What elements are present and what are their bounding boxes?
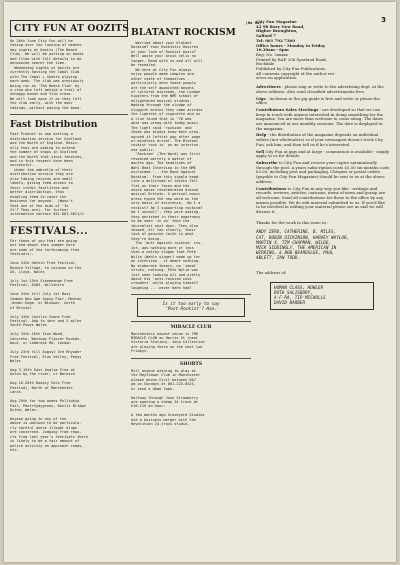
masthead-line: City Fun Magazine [256, 19, 297, 24]
quote-line-2: 'Post-Rockist'? Han. [165, 307, 217, 313]
info-sell: Sell City Fun at gigs and at large - commission is available - simply apply to us for details. [256, 148, 390, 159]
fast-distribution-heading: Fast Distribution [10, 119, 98, 131]
left-column [10, 20, 128, 453]
post-rockist-quote [137, 298, 245, 316]
magazine-page [4, 2, 396, 562]
masthead-line: Office hours - Monday to Friday [256, 42, 326, 48]
masthead-line: 42 9b Bury New Road, [256, 23, 305, 29]
info-subscribe: Subscribe to City Fun and recieve your copies automatically through the post. A years subscription costs £5.50 six months costs £3.00, including post and packaging. Cheques or postal orders (payable to City Fun Magazine) should be sent to us at the above address. [256, 159, 390, 184]
masthead-line: Reg. No. 2xxxxx [256, 51, 288, 57]
miracle-club-body: Manchesters newest venue is THE MIRACLE CLUB on Harris St (near Victoria Station). Jona Collective are playing there on the next two Fridays. [131, 331, 205, 354]
address-text: HUMAN CLASS, HOWLER RUTH SALISBURY, A-F-RA, TIP MICHOLLS DAVID BARBER [274, 285, 326, 306]
festivals-heading: FESTIVALS... [10, 225, 88, 237]
info-contributors: Contributors Sales Meetings - are developed so that we can keep in touch with anyone interested in doing something for the magazine. You are more than welcome to come along. The dates are announced at our monthly sessions. The date is displayed in the magazine. [256, 106, 384, 131]
right-column [256, 20, 390, 310]
masthead [256, 20, 390, 81]
info-help: Help - the distribution of the magazine depends on individual sellers (not wholesalers) so if your newsagent doesn't stock City Fun, ask him, and then tell us if he's interested. [256, 132, 383, 147]
masthead-line: 10.30am - 6pm [256, 47, 289, 53]
masthead-line: Rochdale [256, 61, 275, 67]
divider [131, 294, 251, 295]
credits-handwritten: ANDY ZERO, CATHERINE, B. MILES, CAT, ROBIN DICKINSON, HARVEY NAYLOR, MARTIN X, TIM CHAPMAN, WILDE, MICK SIDDINGLY, THE AMERICAN IN WIRRING, & BOB BEARDSLEE, PAUL ABLETT, IAN TODD. [256, 230, 350, 261]
shorts-heading: SHORTS [179, 361, 203, 367]
divider [131, 321, 251, 322]
rockism-heading: BLATANT ROCKISM [131, 27, 236, 38]
masthead-line: Published by City Fun Publications. [256, 66, 327, 72]
shorts-body: Mill anyone wishing to play at the Mayflower Club in Manchester please phone Cyril between 6&7 pm on Sundays at 061-223-0421, or send a demo tape. Halfway through June Strawberry are opening a cheap 24 track at £10-£15 an hour. A few months ago Graveyard Studios did a business merger with the Revolution 24-track studio. [131, 368, 205, 427]
masthead-line: Higher Broughton, [256, 28, 298, 34]
thanks-line: Thanks for the work in this issue to: [256, 219, 328, 225]
miracle-club-heading: MIRACLE CLUB [170, 324, 212, 330]
rockism-ha: (Ha ha) [245, 20, 262, 25]
festivals-body: For those of you that are going out and about this summer here are some of the forthcoming free festivals:- June 24th Hathin Free Festival, Knowle Village, to caravan on the A3, Lloyd, Wales July 1st-15th Stonehenge Free Festival, A303, Wiltshire June 24th till July 1st Bovi Common New Age Gypsy Fair, Moston -Under-Edge, nr Wickwar, north of Bristol July 14th Castlin Stone Free Festival, Add to 4arn and 2 miles South Powys Wales July 15th-16th Zion Wood, Concrete, Westway Flyover Rounds- bout, nr Ladbroke Rd, London July 23rd till August 3rd Rhyader Free Festival, Elan Valley, Powys Wales Aug 3-13th East Anglia Free at Aston by the river, nr Norwich Aug 16-20th Deeply Vale Free Festival, North of Manchester, Lancs. Aug 25th for two weeks Polliwhip Fair, Pontrhydygroes, Devils Bridge Dyfed, Wales. Anyone going to any of the above is advised to be particula- rly careful where illegal drugs are concerned. Judging from repo- rts from last year's festivals there is likely to be a fair amount of police activity on approach roads, etc. [10, 238, 88, 453]
oozits-heading: CITY FUN AT OOZITS [10, 20, 128, 37]
middle-column [131, 20, 262, 427]
masthead-line: erves on application. [256, 75, 298, 81]
info-advertisers: Advertisers - please ring or write to the advertising dept. at the above address. Also send classified advertisments free. [256, 84, 384, 94]
info-contributions: Contributions to City Fun in any way you like - writings and records, reviews, articles, cartoons, items of news and gossip are all welcome. Send all contributions for these to the office by any means possible. We do edit material submitted to us. If you'd like to be involved in editing your material please see us and we will discuss it. [256, 185, 386, 215]
address-box [270, 282, 374, 310]
divider [10, 221, 128, 222]
masthead-line: Salford 7 [256, 33, 276, 39]
quote-line-1: Is it too early to say [162, 302, 220, 308]
masthead-line: Printed by RAP, 208 Sparland Road, [256, 56, 327, 62]
fast-distribution-body: Fast Product is now setting a distribution service for Scotland and the North of England. Basic- ally they are aiming to extend the number of shops in Scotland and the North that stock fanzines, and in this respect have been successful. Under the umbrella of their distribution service they are also taking records and small labels, giving them access to their credit facilities and better distribution, thus enabling them to cover the business far beyond. (Wasn't that one of the aims of 'Is It'? They are). For further information contact 031-661-5811/2. [10, 132, 86, 217]
page-number: 3 [381, 16, 386, 24]
rockism-body: Worried about your blatant Rockism? Your Rockistic Desires or your love of Rockist music? Well waste your brain cells no longer, Read with us and all will be revealed. We here at City Fun always enjoy people make complex and other state of themselves - particularly when those people are the self appointed doyens of cultural misreads, the London hipsters from the NME school of enlightened musical studies. Wading through the sludge of sluggish brains they came accross the lightest of cigarette and on a clue found that in '76 was what was wrong with today music. The light said 'rockism' and those who always knew best pron- ounced it leftist pop after page of mindless drivel. The Blatant rockist rock is' on an unfortun- ate public. 'Rockism' (The Word) was first revealed merrely a matter of months ago. The headlines of Wahl Beat Interview in the NME exclaimed '...the Race Against Rockism'. From this simple head- line a multitude of idiots fell flat on their faces and the shock waves reverberated around musical Britain. A perisol music press hyped the new word on the very basis of existence, 'Am I a rockist? Am I supporting rockism? Am I uncool?', they were asking, they perished in their eagerness to be seen 'in on' then the Journalist next door. They also showed, all too clearly, their lack of genuine faith in what they're doing. The 'anti against rockism' ins- ist, was nothing more or less than a catchy slogan that Pete Wylie (Wahls singer) made up for an interview - it meant nothing. No elaborate theory, no 'ideal' struts, nothing. Pete Wylie was just seen looking all and pretty about his 'anti-rockism cock crowders' while playing himself laughing ....never been had! [131, 41, 203, 290]
divider [131, 358, 251, 359]
rockism-heading-row [131, 20, 262, 39]
divider [10, 114, 128, 115]
masthead-line: Tel: 061 792 7360 [256, 37, 295, 43]
address-intro: The address of: [256, 269, 287, 275]
oozits-body: On 28th June City Fun will be taking over the running of wednes- day nights at Oozits (The Beach Club). We will be putting on bands and films with full details to be announced nearer the time. Wednesday nights at Oozits are currently hosting the Cabal Club with The Cabal + Guests playing each week. The club was previously being run as 'The Beach Club' by a crew who left behind a trail of unhappy bands and film crews. We will look upon it as they left the club early, with the door takings, without paying the band. [10, 39, 84, 110]
info-gigs: Gigs - inclusion in the gig guide is free and write or phone the office. [256, 95, 380, 106]
info-sections [256, 85, 390, 215]
masthead-line: All contents copyright of the author res- [256, 70, 336, 76]
